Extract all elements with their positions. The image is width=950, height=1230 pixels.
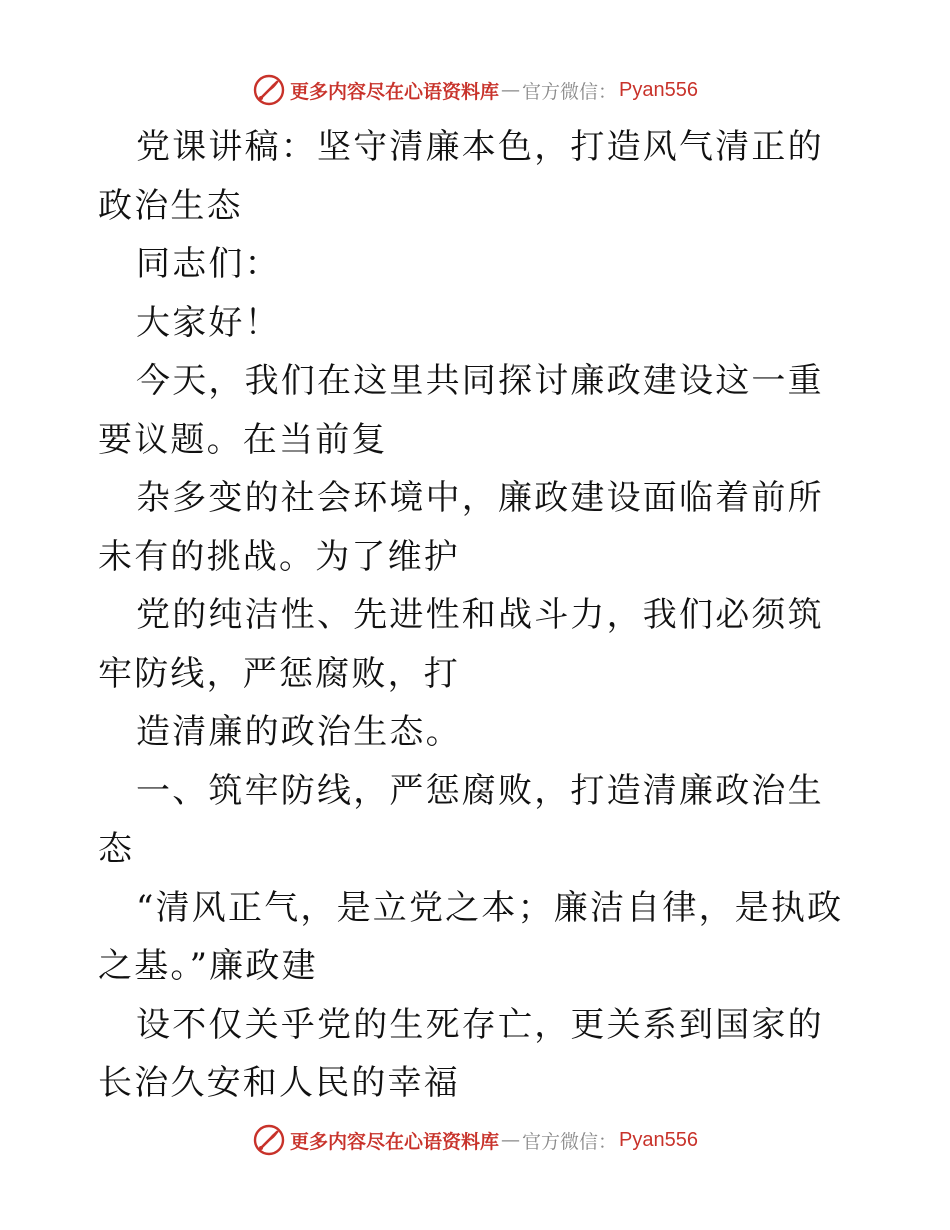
salutation: 同志们：: [136, 244, 281, 284]
body-paragraph: “清风正气，是立党之本；廉洁自律，是执政之基。”廉政建: [98, 887, 844, 986]
document-title: 党课讲稿：坚守清廉本色，打造风气清正的政治生态: [98, 127, 824, 226]
body-paragraph: 设不仅关乎党的生死存亡，更关系到国家的长治久安和人民的幸福: [98, 1004, 824, 1103]
quill-logo-icon: [252, 73, 286, 107]
header-wechat-id: Pyan556: [619, 78, 698, 101]
footer-wechat-id: Pyan556: [619, 1128, 698, 1151]
header-wechat-label: 官方微信：: [522, 80, 618, 103]
body-paragraph: 党的纯洁性、先进性和战斗力，我们必须筑牢防线，严惩腐败，打: [98, 595, 824, 694]
section-heading: 一、筑牢防线，严惩腐败，打造清廉政治生态: [98, 770, 824, 869]
header-brand-text: 更多内容尽在心语资料库: [290, 80, 500, 103]
body-paragraph: 造清廉的政治生态。: [136, 712, 462, 752]
footer-watermark-banner: [0, 1120, 950, 1160]
footer-separator: —: [501, 1129, 521, 1151]
header-separator: —: [501, 79, 521, 101]
body-paragraph: 杂多变的社会环境中，廉政建设面临着前所未有的挑战。为了维护: [98, 478, 824, 577]
footer-brand-text: 更多内容尽在心语资料库: [290, 1130, 500, 1153]
greeting: 大家好！: [136, 302, 281, 343]
body-paragraph: 今天，我们在这里共同探讨廉政建设这一重要议题。在当前复: [98, 361, 824, 460]
header-watermark-banner: [0, 70, 950, 110]
document-body: [98, 118, 858, 1113]
quill-logo-icon: [252, 1123, 286, 1157]
footer-wechat-label: 官方微信：: [522, 1130, 618, 1153]
